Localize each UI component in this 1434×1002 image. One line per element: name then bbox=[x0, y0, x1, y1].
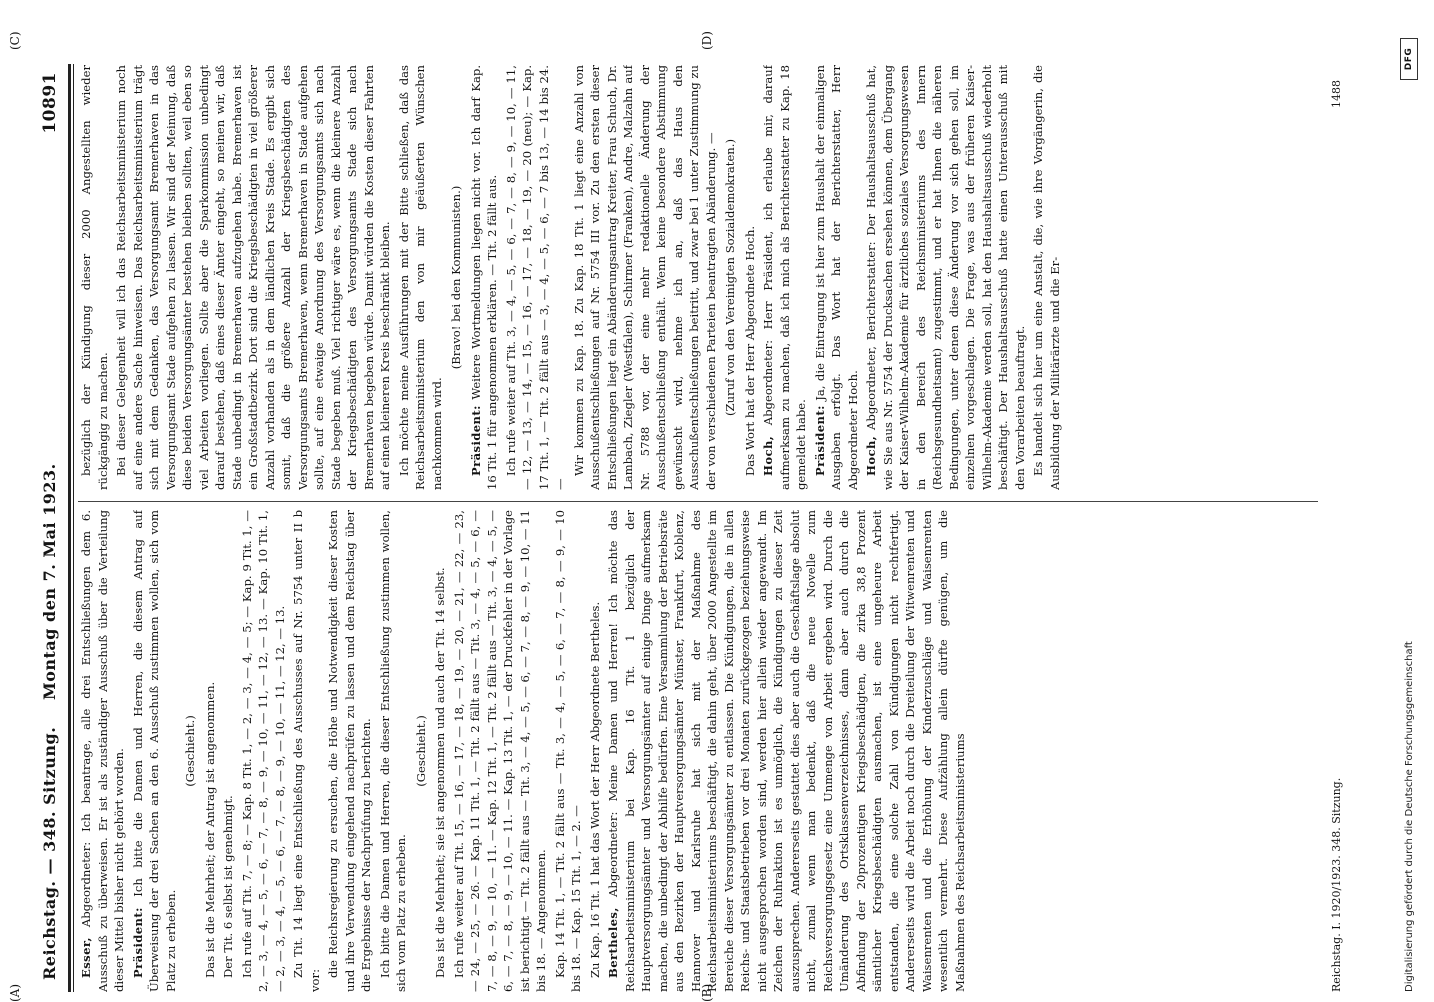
paragraph bbox=[396, 65, 446, 490]
paragraph-text: die Reichsregierung zu ersuchen, die Höhe und Notwendigkeit dieser Kosten und ihre Verwendung eingehend nachprüfen zu lassen und dem Reichstag über die Ergebnisse der Nachprüfung zu berichten. bbox=[326, 510, 373, 992]
paragraph bbox=[239, 510, 289, 992]
paragraph bbox=[605, 510, 968, 992]
paragraph bbox=[202, 510, 219, 992]
paragraph bbox=[468, 65, 501, 490]
paragraph bbox=[552, 510, 585, 992]
paragraph-text: Abgeordneter, Berichterstatter: Der Haushaltsausschuß hat, wie Sie aus Nr. 5754 der Drucksachen ersehen können, dem Übergang der Kaiser-Wilhelm-Akademie für ärztliches soziales Versorgungswesen in den Bereich des Reichsministeriums des Innern (Reichsgesundheitsamt) zugestimmt, und er hat Ihnen die näheren Bedingungen, unter denen diese Änderung vor sich gehen soll, im einzelnen vorgeschlagen. Die Frage, was aus der früheren Kaiser-Wilhelm-Akademie werden soll, hat den Haushaltsausschuß wiederholt beschäftigt. Der Haushaltsausschuß hatte einen Unterausschuß mit den Vorarbeiten beauftragt. bbox=[864, 65, 1027, 490]
speaker-name: Präsident: bbox=[812, 405, 827, 476]
paragraph bbox=[432, 510, 449, 992]
stage-direction: (Zuruf von den Vereinigten Sozialdemokraten.) bbox=[723, 139, 737, 416]
speaker-name: Bertheles, bbox=[606, 907, 620, 978]
paragraph-text: Der Tit. 6 selbst ist genehmigt. bbox=[221, 795, 235, 978]
paragraph bbox=[78, 510, 128, 992]
paragraph-text: Abgeordneter: Herr Präsident, ich erlaube mir, darauf aufmerksam zu machen, daß ich mich als Berichterstatter zu Kap. 18 gemeldet habe. bbox=[761, 65, 808, 490]
stage-direction: (Geschieht.) bbox=[413, 715, 428, 787]
paragraph-text: Abgeordneter: Meine Damen und Herren! Ich möchte das Reichsarbeitsministerium bei Kap. 16 Tit. 1 bezüglich der Hauptversorgungsämter und Versorgungsämter auf einige Dinge aufmerksam machen, die unbedingt der Abhilfe bedürfen. Eine Versammlung der Betriebsräte aus den Bezirken der Hauptversorgungsämter Münster, Frankfurt, Koblenz, Hannover und Karlsruhe hat sich mit der Maßnahme des Reichsarbeitsministeriums beschäftigt, die dahin geht, über 2000 Angestellte im Bereiche dieser Versorgungsämter zu entlassen. Die Kündigungen, die in allen Reichs- und Staatsbetrieben vor drei Monaten zurückgezogen beziehungsweise nicht ausgesprochen worden sind, werden hier allein wieder angewandt. Im Zeichen der Ruhraktion ist es unmöglich, die Kündigungen zu dieser Zeit auszusprechen. Andererseits gestattet dies aber auch die Geschäftslage absolut nicht, zumal wenn man bedenkt, daß die neue Novelle zum Reichsversorgungsgesetz eine Unmenge von Arbeit ergeben wird. Durch die Umänderung des Ortsklassenverzeichnisses, dann aber auch durch die Abfindung der 20prozentigen Kriegsbeschädigten, die zirka 38,8 Prozent sämtlicher Kriegsbeschädigten ausmachen, ist eine ungeheure Arbeit entstanden, die eine solche Zahl von Kündigungen nicht rechtfertigt. Andererseits wird die Arbeit noch durch die Dreiteilung der Witwenrenten und Waisenrenten und die Erhöhung der Kinderzuschläge und Waisenrenten wesentlich vermehrt. Diese Aufzählung allein dürfte genügen, um die Maßnahmen des Reichsarbeitsministeriums bbox=[606, 510, 967, 992]
paragraph bbox=[78, 65, 111, 490]
speaker-name: Hoch, bbox=[864, 435, 878, 476]
header-rule-thin bbox=[73, 64, 74, 992]
paragraph bbox=[220, 510, 237, 992]
paragraph-text: Das ist die Mehrheit; der Antrag ist angenommen. bbox=[202, 681, 217, 978]
paragraph-text: Wir kommen zu Kap. 18. Zu Kap. 18 Tit. 1 liegt eine Anzahl von Ausschußentschließungen auf Nr. 5754 III vor. Zu den ersten dieser Entschließungen liegt ein Abänderungsantrag Kreiter, Frau Schuch, Dr. Lambach, Ziegler (Westfalen), Schirmer (Franken), Andre, Malzahn auf Nr. 5788 vor, der eine mehr redaktionelle Änderung der Ausschußentschließung enthält. Wenn keine besondere Abstimmung gewünscht wird, nehme ich an, daß das Haus den Ausschußentschließungen beitritt, und zwar bei 1 unter Zustimmung zu der von verschiedenen Parteien beantragten Abänderung. — bbox=[571, 65, 718, 490]
paragraph-text: Bei dieser Gelegenheit will ich das Reichsarbeitsministerium noch auf eine andere Sache hinweisen. Das Reichsarbeitsministerium trägt sich mit dem Gedanken, das Versorgungsamt Bremerhaven in das Versorgungsamt Stade aufgehen zu lassen. Wir sind der Meinung, daß diese beiden Versorgungsämter bestehen bleiben sollten, weil eben so viel Arbeiten vorliegen. Sollte aber die Sparkommission unbedingt darauf bestehen, daß eines dieser Ämter eingeht, so meinen wir, daß Stade unbedingt in Bremerhaven aufzugehen habe. Bremerhaven ist ein Großstadtbezirk. Dort sind die Kriegsbeschädigten in viel größerer Anzahl vorhanden als in dem ländlichen Kreis Stade. Es ergibt sich somit, daß die größere Anzahl der Kriegsbeschädigten des Versorgungsamts Bremerhaven, wenn Bremerhaven in Stade aufgehen sollte, auf eine etwaige Anordnung des Versorgungsamts sich nach Stade begeben muß. Viel richtiger wäre es, wenn die kleinere Anzahl der Kriegsbeschädigten des Versorgungsamts Stade sich nach Bremerhaven begeben würde. Damit würden die Kosten dieser Fahrten auf einen kleineren Kreis beschränkt bleiben. bbox=[114, 65, 392, 490]
header-rule bbox=[68, 64, 71, 992]
speaker-name: Präsident: bbox=[130, 907, 145, 978]
running-header-title: Reichstag. — 348. Sitzung. bbox=[40, 726, 59, 980]
margin-mark-b: (B) bbox=[700, 983, 714, 1002]
margin-mark-d: (D) bbox=[700, 31, 714, 50]
paragraph-text: Ich möchte meine Ausführungen mit der Bitte schließen, daß das Reichsarbeitsministerium den von mir geäußerten Wünschen nachkommen wird. bbox=[396, 65, 444, 490]
paragraph bbox=[451, 510, 550, 992]
paragraph-text: Zu Tit. 14 liegt eine Entschließung des Ausschusses auf Nr. 5754 unter II b vor: bbox=[291, 510, 322, 992]
paragraph bbox=[812, 65, 862, 490]
text-column-left bbox=[78, 510, 1318, 992]
paragraph-text: Kap. 14 Tit. 1, — Tit. 2 fällt aus — Tit. 3, — 4, — 5, — 6, — 7, — 8, — 9, — 10 bis 18. — Kap. 15 Tit. 1, — 2. — bbox=[552, 510, 583, 992]
paragraph-text: Es handelt sich hier um eine Anstalt, die, wie ihre Vorgängerin, die Ausbildung der Militärärzte und die Er- bbox=[1031, 65, 1062, 490]
speaker-name: Präsident: bbox=[468, 405, 483, 476]
paragraph-text: Ich bitte die Damen und Herren, die dieser Entschließung zustimmen wollen, sich vom Platz zu erheben. bbox=[377, 510, 408, 992]
paragraph bbox=[325, 510, 375, 992]
paragraph bbox=[290, 510, 323, 992]
paragraph bbox=[130, 510, 180, 992]
page-number: 10891 bbox=[40, 72, 60, 134]
digitization-credit: Digitalisierung gefördert durch die Deutsche Forschungsgemeinschaft bbox=[1404, 641, 1415, 992]
paragraph bbox=[587, 510, 604, 992]
margin-mark-a: (A) bbox=[8, 983, 22, 1002]
footer-session-note: Reichstag. I. 1920/1923. 348. Sitzung. bbox=[1330, 777, 1343, 992]
text-column-right bbox=[78, 65, 1318, 490]
paragraph bbox=[760, 65, 810, 490]
paragraph-text: Zu Kap. 16 Tit. 1 hat das Wort der Herr Abgeordnete Bertheles. bbox=[587, 601, 602, 978]
stage-direction: (Bravo! bei den Kommunisten.) bbox=[449, 185, 463, 370]
paragraph-text: Das Wort hat der Herr Abgeordnete Hoch. bbox=[742, 225, 757, 476]
paragraph-text: bezüglich der Kündigung dieser 2000 Angestellten wieder rückgängig zu machen. bbox=[79, 65, 110, 490]
paragraph-text: Ja, die Eintragung ist hier zum Haushalt der einmaligen Ausgaben erfolgt. Das Wort hat der Berichterstatter, Herr Abgeordneter Hoch. bbox=[812, 65, 860, 490]
dfg-logo: DFG bbox=[1400, 38, 1418, 80]
paragraph bbox=[863, 65, 1028, 490]
paragraph bbox=[742, 65, 759, 490]
paragraph-text: Das ist die Mehrheit; sie ist angenommen und auch der Tit. 14 selbst. bbox=[433, 567, 447, 978]
column-divider bbox=[78, 501, 1318, 502]
paragraph-text: Weitere Wortmeldungen liegen nicht vor. Ich darf Kap. 16 Tit. 1 für angenommen erklären. — Tit. 2 fällt aus. bbox=[468, 65, 499, 490]
speaker-name: Hoch, bbox=[761, 435, 775, 476]
paragraph-text: Abgeordneter: Ich beantrage, alle drei Entschließungen dem 6. Ausschuß zu überweisen. Er ist als zuständiger Ausschuß über die Verteilung dieser Mittel bisher nicht gehört worden. bbox=[79, 510, 126, 992]
paragraph-text: Ich rufe weiter auf Tit. 3, — 4, — 5, — 6, — 7, — 8, — 9, — 10, — 11, — 12, — 13, — 14, — 15, — 16, — 17, — 18, — 19, — 20 (neu); — Kap. 17 Tit. 1, — Tit. 2 fällt aus — 3, — 4, — 5, — 6, — 7 bis 13, — 14 bis 24. — bbox=[503, 65, 567, 490]
stage-direction: (Geschieht.) bbox=[183, 715, 197, 787]
running-header-date: Montag den 7. Mai 1923. bbox=[40, 463, 59, 700]
paragraph bbox=[1030, 65, 1063, 490]
paragraph-text: Ich rufe auf Tit. 7, — 8; — Kap. 8 Tit. 1, — 2, — 3, — 4, — 5; — Kap. 9 Tit. 1, — 2, — 3, — 4, — 5, — 6, — 7, — 8, — 9, — 10, — 11, — 12, — 13. — Kap. 10 Tit. 1, — 2, — 3, — 4, — 5, — 6, — 7, — 8, — 9, — 10, — 11, — 12, — 13. bbox=[239, 510, 287, 992]
paragraph bbox=[503, 65, 569, 490]
margin-mark-c: (C) bbox=[8, 31, 22, 50]
speaker-name: Esser, bbox=[79, 937, 93, 978]
paragraph-text: Ich rufe weiter auf Tit. 15, — 16, — 17, — 18, — 19, — 20, — 21, — 22, — 23, — 24, — 25, — 26. — Kap. 11 Tit. 1, — Tit. 2 fällt aus — Tit. 3, — 4, — 5, — 6, — 7, — 8, — 9, — 10, — 11. — Kap. 12 Tit. 1, — Tit. 2 fällt aus — Tit. 3, — 4, — 5, — 6, — 7, — 8, — 9, — 10, — 11. — Kap. 13 Tit. 1, — der Druckfehler in der Vorlage ist berichtigt — Tit. 2 fällt aus — Tit. 3, — 4, — 5, — 6, — 7, — 8, — 9, — 10, — 11 bis 18. — Angenommen. bbox=[451, 510, 548, 992]
paragraph bbox=[377, 510, 410, 992]
paragraph bbox=[571, 65, 720, 490]
footer-page-number: 1488 bbox=[1330, 80, 1343, 108]
paragraph bbox=[113, 65, 394, 490]
paragraph-text: Ich bitte die Damen und Herren, die diesem Antrag auf Überweisung der drei Sachen an den 6. Ausschuß zustimmen wollen, sich vom Platz zu erheben. bbox=[130, 510, 178, 992]
